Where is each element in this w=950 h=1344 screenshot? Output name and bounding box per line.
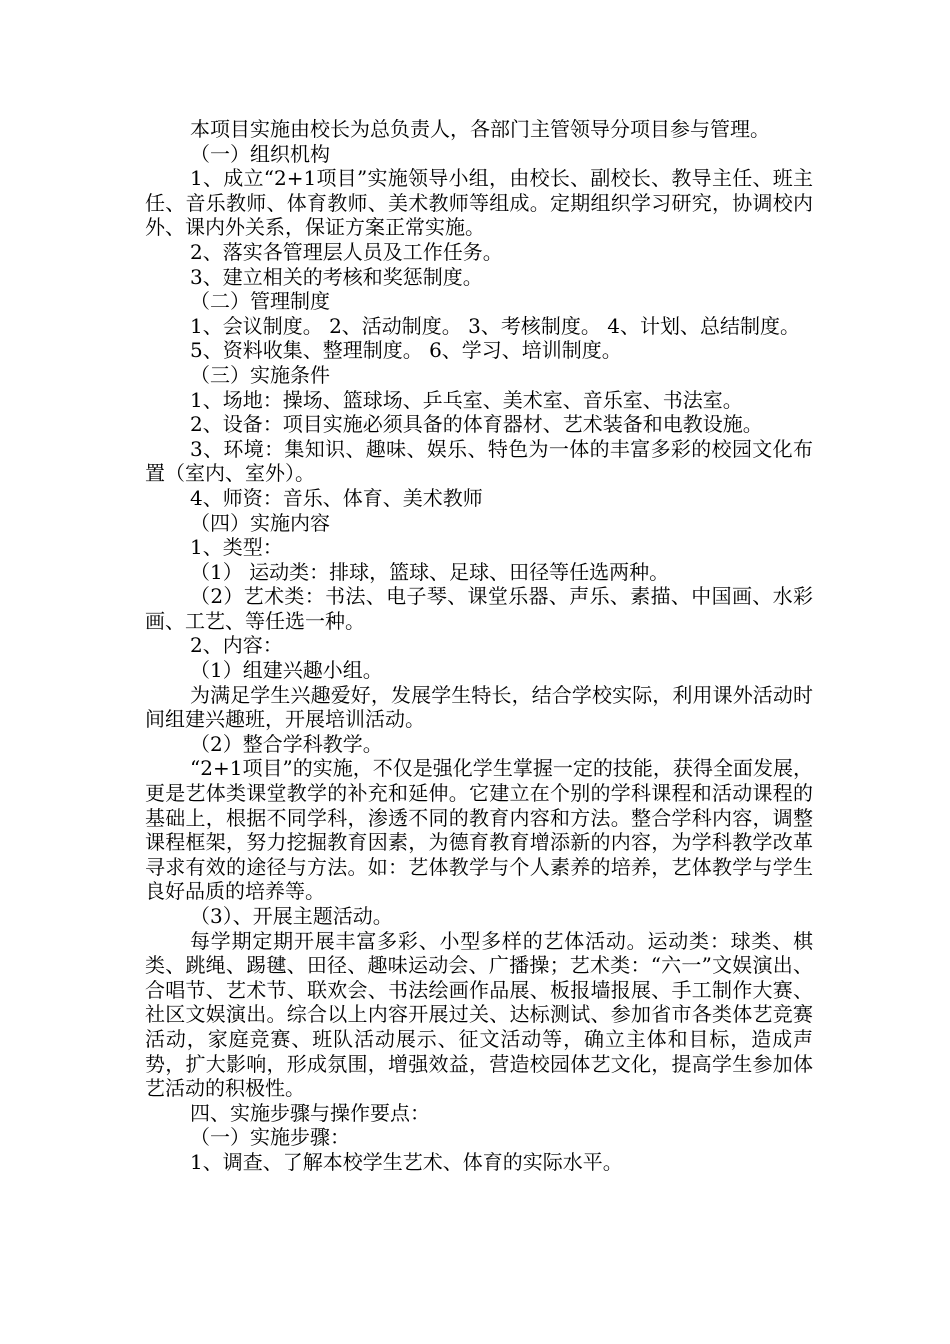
document-body xyxy=(145,117,813,1175)
paragraph: 1、调查、了解本校学生艺术、体育的实际水平。 xyxy=(190,1149,623,1174)
paragraph: 1、成立“2+1项目”实施领导小组，由校长、副校长、教导主任、班主任、音乐教师、体育教师、美术教师等组成。定期组织学习研究，协调校内外、课内外关系，保证方案正常实施。 xyxy=(145,166,813,240)
paragraph: 2、落实各管理层人员及工作任务。 xyxy=(190,239,503,264)
paragraph: 3、环境：集知识、趣味、娱乐、特色为一体的丰富多彩的校园文化布置（室内、室外）。 xyxy=(145,436,813,486)
paragraph: 2、设备：项目实施必须具备的体育器材、艺术装备和电教设施。 xyxy=(190,412,763,437)
paragraph: 1、场地：操场、篮球场、乒乓室、美术室、音乐室、书法室。 xyxy=(190,387,743,412)
section-heading: （三）实施条件 xyxy=(190,362,330,387)
paragraph: 1、类型： xyxy=(190,535,283,560)
paragraph: （3）、开展主题活动。 xyxy=(190,904,393,928)
paragraph: （2）艺术类：书法、电子琴、课堂乐器、声乐、素描、中国画、水彩画、工艺、等任选一种。 xyxy=(145,584,813,633)
paragraph: （2）整合学科教学。 xyxy=(190,731,383,756)
paragraph: 3、建立相关的考核和奖惩制度。 xyxy=(190,264,483,289)
paragraph: （1）组建兴趣小组。 xyxy=(190,658,383,683)
paragraph: 本项目实施由校长为总负责人，各部门主管领导分项目参与管理。 xyxy=(190,117,770,141)
section-heading: 四、实施步骤与操作要点： xyxy=(190,1100,430,1125)
section-heading: （一）实施步骤： xyxy=(190,1125,350,1150)
section-heading: （一）组织机构 xyxy=(190,141,330,166)
section-heading: （二）管理制度 xyxy=(190,289,330,314)
paragraph: 5、资料收集、整理制度。 6、学习、培训制度。 xyxy=(190,338,622,363)
paragraph: 为满足学生兴趣爱好，发展学生特长，结合学校实际，利用课外活动时间组建兴趣班，开展培训活动。 xyxy=(145,682,813,732)
paragraph: 每学期定期开展丰富多彩、小型多样的艺体活动。运动类：球类、棋类、跳绳、踢毽、田径、趣味运动会、广播操；艺术类：“六一”文娱演出、合唱节、艺术节、联欢会、书法绘画作品展、板报墙报展、手工制作大赛、社区文娱演出。综合以上内容开展过关、达标测试、参加省市各类体艺竞赛活动，家庭竞赛、班队活动展示、征文活动等，确立主体和目标，造成声势，扩大影响，形成氛围，增强效益，营造校园体艺文化，提高学生参加体艺活动的积极性。 xyxy=(145,928,813,1101)
paragraph: 2、内容： xyxy=(190,633,283,658)
paragraph: “2+1项目”的实施，不仅是强化学生掌握一定的技能，获得全面发展，更是艺体类课堂教学的补充和延伸。它建立在个别的学科课程和活动课程的基础上，根据不同学科，渗透不同的教育内容和方法。整合学科内容，调整课程框架，努力挖掘教育因素，为德育教育增添新的内容，为学科教学改革寻求有效的途径与方法。如：艺体教学与个人素养的培养，艺体教学与学生良好品质的培养等。 xyxy=(145,756,813,904)
paragraph: （1） 运动类：排球，篮球、足球、田径等任选两种。 xyxy=(190,559,670,584)
section-heading: （四）实施内容 xyxy=(190,510,330,535)
paragraph: 1、会议制度。 2、活动制度。 3、考核制度。 4、计划、总结制度。 xyxy=(190,313,800,338)
paragraph: 4、师资：音乐、体育、美术教师 xyxy=(190,485,483,510)
